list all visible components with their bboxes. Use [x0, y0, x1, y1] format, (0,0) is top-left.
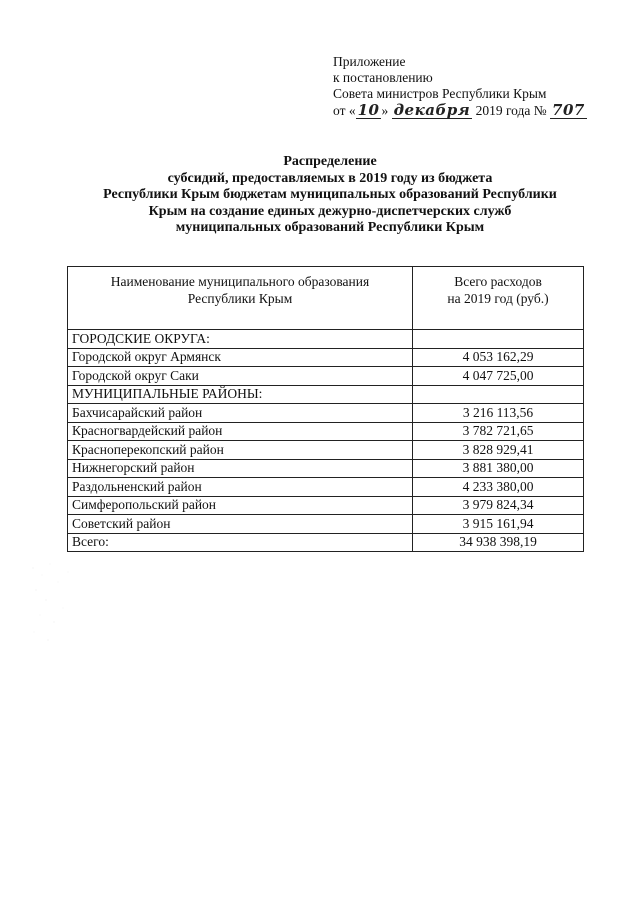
row-amount: 3 828 929,41: [413, 441, 584, 460]
table-row: [68, 515, 584, 534]
title-line-5: муниципальных образований Республики Крым: [175, 220, 485, 235]
row-amount: 3 782 721,65: [413, 422, 584, 441]
title-line-2: субсидий, предоставляемых в 2019 году из бюджета: [167, 170, 493, 186]
table-total-row: [68, 533, 584, 552]
total-label: Всего:: [68, 533, 413, 552]
row-name: Бахчисарайский район: [68, 404, 413, 423]
date-mid: »: [381, 103, 389, 118]
document-title: [60, 154, 600, 237]
total-amount: 34 938 398,19: [413, 533, 584, 552]
header-name-cell: [68, 267, 413, 330]
handwritten-day: 10: [357, 101, 380, 119]
row-name: Городской округ Армянск: [68, 348, 413, 367]
handwritten-month: декабря: [393, 101, 471, 119]
row-amount: 3 915 161,94: [413, 515, 584, 534]
table-row: [68, 404, 584, 423]
title-line-4: Крым на создание единых дежурно-диспетчерских служб: [148, 203, 512, 219]
row-name: МУНИЦИПАЛЬНЫЕ РАЙОНЫ:: [68, 385, 413, 404]
header-total-line-2: на 2019 год (руб.): [447, 291, 549, 306]
row-name: Городской округ Саки: [68, 367, 413, 386]
table-row: [68, 422, 584, 441]
table-body: [68, 330, 584, 552]
distribution-table: [67, 266, 584, 552]
appendix-date-line: [333, 102, 603, 119]
header-name-line-1: Наименование муниципального образования: [110, 274, 370, 289]
handwritten-number: 707: [552, 101, 585, 119]
appendix-line-3: Совета министров Республики Крым: [333, 86, 547, 101]
table-row: [68, 496, 584, 515]
appendix-header: [333, 54, 603, 119]
date-prefix: от «: [333, 103, 356, 118]
row-amount: [413, 385, 584, 404]
row-amount: 4 233 380,00: [413, 478, 584, 497]
row-name: Симферопольский район: [68, 496, 413, 515]
row-amount: 4 053 162,29: [413, 348, 584, 367]
table-row: [68, 367, 584, 386]
row-amount: 4 047 725,00: [413, 367, 584, 386]
table-header-row: [68, 267, 584, 330]
row-name: Раздольненский район: [68, 478, 413, 497]
row-name: Советский район: [68, 515, 413, 534]
row-amount: 3 979 824,34: [413, 496, 584, 515]
row-name: Красногвардейский район: [68, 422, 413, 441]
row-name: Нижнегорский район: [68, 459, 413, 478]
table-row: [68, 459, 584, 478]
date-year-text: 2019 года №: [472, 103, 551, 118]
header-total-cell: [413, 267, 584, 330]
row-amount: [413, 330, 584, 349]
table-row: [68, 385, 584, 404]
table-row: [68, 348, 584, 367]
appendix-line-1: Приложение: [333, 54, 406, 69]
header-name-line-2: Республики Крым: [187, 291, 293, 306]
scan-speckle-decoration: [28, 560, 88, 650]
row-name: ГОРОДСКИЕ ОКРУГА:: [68, 330, 413, 349]
row-name: Красноперекопский район: [68, 441, 413, 460]
row-amount: 3 881 380,00: [413, 459, 584, 478]
title-line-1: Распределение: [283, 154, 377, 169]
title-line-3: Республики Крым бюджетам муниципальных образований Республики: [103, 187, 557, 202]
row-amount: 3 216 113,56: [413, 404, 584, 423]
appendix-line-2: к постановлению: [333, 70, 433, 85]
table-row: [68, 441, 584, 460]
table-row: [68, 478, 584, 497]
table-row: [68, 330, 584, 349]
header-total-line-1: Всего расходов: [454, 274, 542, 289]
